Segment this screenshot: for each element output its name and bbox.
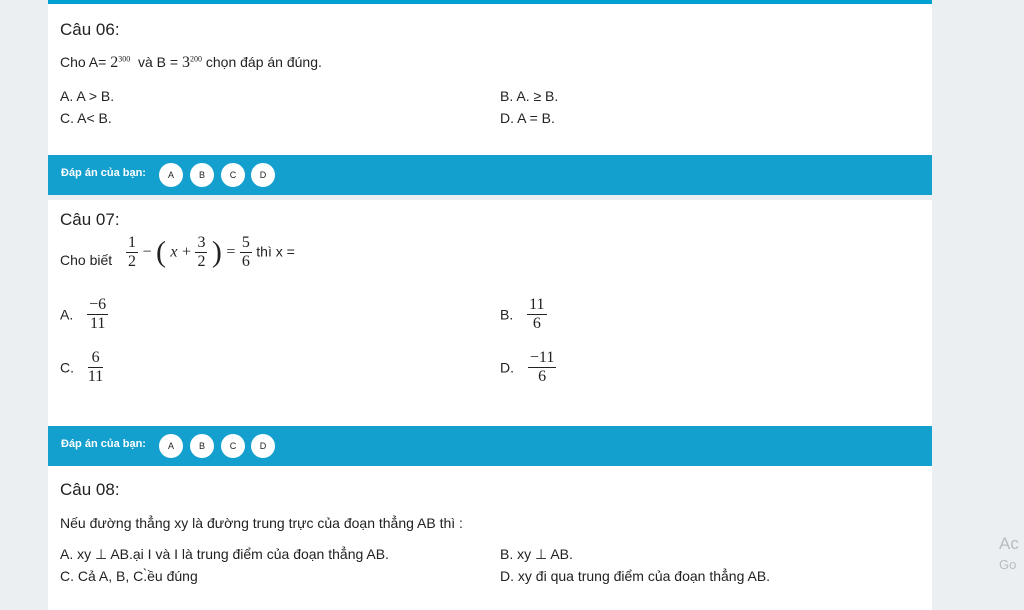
option-label: B. [500,546,514,562]
fraction-3: $\frac{5}{6}$ [241,234,250,270]
question-text-suffix: thì x = [256,243,295,260]
question-06-card [48,4,932,155]
option-d [500,110,555,126]
option-a [60,88,114,104]
answer-choice-b[interactable]: B [190,434,214,458]
answer-label: Đáp án của bạn: [61,167,146,179]
activation-watermark-line2: Go [999,557,1017,572]
option-label: C. [60,359,74,376]
option-d [500,568,770,584]
answer-choice-d[interactable]: D [251,434,275,458]
option-label: B. [500,306,514,323]
a-exponent: 300 [118,54,131,64]
b-exponent: 200 [189,54,202,64]
option-c [60,349,103,386]
option-label: C. [60,110,74,126]
option-label: D. [500,110,514,126]
option-text: A. ≥ B. [516,88,559,104]
option-text: A > B. [76,88,115,104]
answer-choice-a[interactable]: A [159,434,183,458]
question-text: Nếu đường thẳng xy là đường trung trực của đoạn thẳng AB thì : [60,515,463,531]
question-text-prefix: Cho A= [60,54,107,70]
question-text-prefix: Cho biết [60,252,113,268]
fraction-2: $\frac{3}{2}$ [197,234,206,270]
answer-choice-a[interactable]: A [159,163,183,187]
question-title: Câu 06: [60,20,120,39]
answer-bar-q06 [48,155,932,195]
question-text [60,54,322,72]
option-text: xy đi qua trung điểm của đoạn thẳng AB. [517,568,771,584]
option-a [60,296,108,333]
question-08-card [48,466,932,610]
option-c [60,568,198,584]
fraction-1: $\frac{1}{2}$ [128,234,136,270]
question-title: Câu 07: [60,210,120,229]
equals-sign: = [226,243,236,261]
option-fraction: $\frac{-6}{11}$ [89,296,107,332]
b-base: 3 [181,54,190,71]
option-text: xy ⊥ AB. [517,546,573,562]
activation-watermark-line1: Ac [999,534,1019,553]
option-label: C. [60,568,74,584]
option-text: Cả A, B, C.̀ều đúng [77,568,198,584]
var-x: x [170,243,178,261]
option-label: A. [60,88,74,104]
option-b [500,88,558,104]
plus-sign: + [181,243,191,261]
answer-choice-c[interactable]: C [221,434,245,458]
option-label: D. [500,568,514,584]
answer-choice-b[interactable]: B [190,163,214,187]
option-label: A. [60,306,74,323]
equation: $\frac{1}{2}$ − ( x + $\frac{3}{2}$ ) = $\frac{5}{6}$ thì x = [128,234,295,270]
answer-bar-q07 [48,426,932,466]
option-fraction: $\frac{6}{11}$ [87,349,104,385]
option-label: A. [60,546,74,562]
option-c [60,110,112,126]
option-text: A< B. [77,110,112,126]
answer-label: Đáp án của bạn: [61,438,146,450]
option-label: B. [500,88,514,104]
question-text-suffix: chọn đáp án đúng. [205,54,322,70]
answer-choice-d[interactable]: D [251,163,275,187]
option-fraction: $\frac{11}{6}$ [529,296,545,332]
and-b-text: và B = [138,54,179,70]
option-text: xy ⊥ AB.ại I và I là trung điểm của đoạn thẳng AB. [77,546,389,562]
option-fraction: $\frac{-11}{6}$ [529,349,555,385]
question-title: Câu 08: [60,480,120,499]
minus-sign: − [142,243,152,261]
option-a [60,546,389,563]
option-d [500,349,556,386]
option-text: A = B. [517,110,555,126]
option-label: D. [500,359,514,376]
option-b [500,546,573,563]
answer-choice-c[interactable]: C [221,163,245,187]
a-base: 2 [110,54,119,71]
option-b [500,296,547,333]
question-07-card [48,200,932,426]
